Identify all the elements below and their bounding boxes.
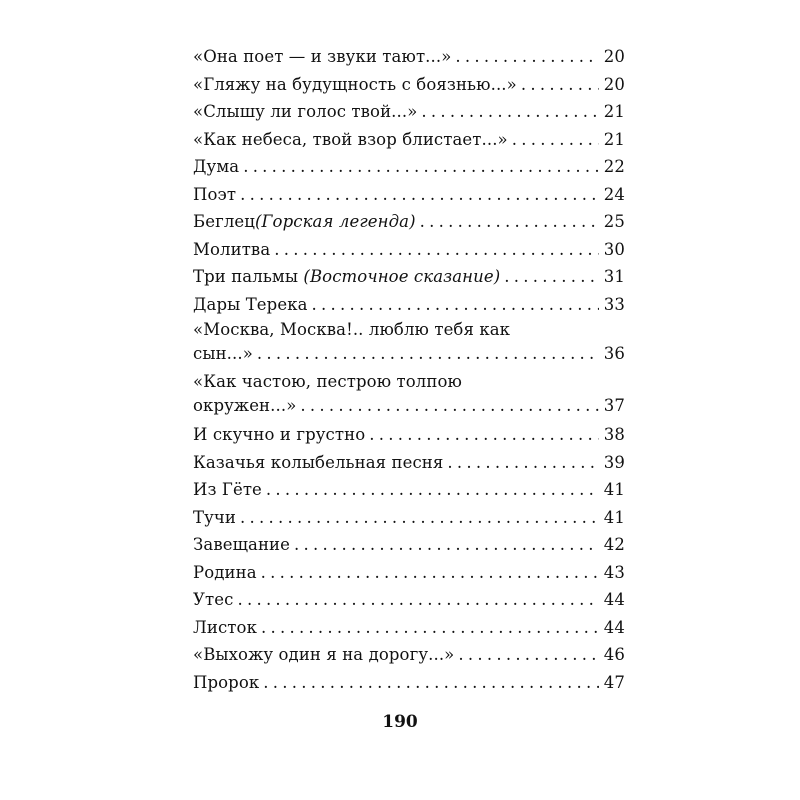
toc-entry <box>193 421 625 449</box>
toc-entry-title: Молитва <box>193 239 271 259</box>
toc-entry-page: 31 <box>603 267 625 286</box>
toc-entry <box>193 370 625 422</box>
dot-leader <box>266 476 599 504</box>
toc-entry-title: Пророк <box>193 672 260 692</box>
dot-leader <box>369 421 599 449</box>
toc-entry <box>193 43 625 71</box>
toc-entry-page: 41 <box>603 480 625 499</box>
toc-entry-title: «Она поет — и звуки тают...» <box>193 47 452 66</box>
toc-entry-page: 36 <box>603 344 625 363</box>
dot-leader <box>504 263 599 291</box>
toc-entry-page: 43 <box>603 562 625 582</box>
dot-leader <box>237 586 599 614</box>
toc-entry-title: «Слышу ли голос твой...» <box>193 102 418 121</box>
toc-entry-title: Из Гёте <box>193 480 262 499</box>
toc-entry <box>193 641 625 669</box>
dot-leader <box>263 669 599 697</box>
toc-entry-subtitle: (Горская легенда) <box>255 212 416 231</box>
toc-entry <box>193 181 625 209</box>
dot-leader <box>257 342 599 366</box>
toc-entry-title: Листок <box>193 617 257 637</box>
toc-entry-page: 37 <box>603 395 625 415</box>
toc-entry-title: Утес <box>193 590 234 609</box>
toc-entry <box>193 504 625 532</box>
toc-entry-title <box>193 208 416 236</box>
toc-entry-page: 42 <box>603 535 625 554</box>
toc-entry-page: 46 <box>603 645 625 664</box>
toc-entry-title: «Как небеса, твой взор блистает...» <box>193 129 508 149</box>
toc-entry-title-line2: окружен...» <box>193 395 297 415</box>
toc-entry-page: 30 <box>603 239 625 259</box>
dot-leader <box>458 641 599 669</box>
toc-entry-page: 33 <box>603 294 625 314</box>
toc-entry-page: 38 <box>603 425 625 444</box>
toc-entry <box>193 559 625 587</box>
toc-entry-page: 22 <box>603 157 625 176</box>
toc-entry <box>193 263 625 291</box>
toc-entry-page: 39 <box>603 452 625 472</box>
dot-leader <box>300 394 599 418</box>
page-number: 190 <box>382 712 418 732</box>
toc-entry-page: 44 <box>603 617 625 637</box>
toc-entry-title: Завещание <box>193 535 291 554</box>
dot-leader <box>447 449 599 477</box>
dot-leader <box>521 71 599 99</box>
toc-entry <box>193 318 625 370</box>
dot-leader <box>421 98 599 126</box>
toc-entry-main-title: Три пальмы <box>193 267 304 286</box>
toc-entry-title-line1: «Как частою, пестрою толпою <box>193 371 462 391</box>
toc-entry-title: Тучи <box>193 507 237 527</box>
toc-entry <box>193 669 625 697</box>
toc-entry <box>193 126 625 154</box>
toc-entry-title-line1: «Москва, Москва!.. люблю тебя как <box>193 320 511 339</box>
toc-entry <box>193 71 625 99</box>
toc-entry <box>193 153 625 181</box>
toc-entry-title: «Выхожу один я на дорогу...» <box>193 645 455 664</box>
dot-leader <box>261 614 599 642</box>
table-of-contents <box>193 43 625 696</box>
toc-entry <box>193 208 625 236</box>
toc-entry-title: Дума <box>193 157 240 176</box>
toc-entry <box>193 586 625 614</box>
toc-entry-page: 21 <box>603 102 625 121</box>
toc-entry <box>193 449 625 477</box>
toc-entry <box>193 98 625 126</box>
toc-entry <box>193 614 625 642</box>
toc-entry-page: 21 <box>603 129 625 149</box>
toc-entry <box>193 531 625 559</box>
toc-entry-page: 24 <box>603 184 625 204</box>
dot-leader <box>512 126 599 154</box>
toc-entry <box>193 476 625 504</box>
toc-entry-title-line2: сын...» <box>193 344 253 363</box>
toc-entry-title: Поэт <box>193 184 237 204</box>
dot-leader <box>455 43 599 71</box>
toc-entry <box>193 291 625 319</box>
dot-leader <box>312 291 599 319</box>
toc-entry-page: 20 <box>603 74 625 94</box>
toc-entry-page: 20 <box>603 47 625 66</box>
dot-leader <box>240 181 599 209</box>
dot-leader <box>243 153 599 181</box>
toc-entry-title: «Гляжу на будущность с боязнью...» <box>193 74 517 94</box>
toc-entry-title <box>193 263 500 291</box>
toc-entry-page: 47 <box>603 672 625 692</box>
toc-entry-title: Родина <box>193 562 257 582</box>
toc-entry-title: Казачья колыбельная песня <box>193 452 444 472</box>
dot-leader <box>420 208 599 236</box>
toc-entry <box>193 236 625 264</box>
toc-entry-subtitle: (Восточное сказание) <box>303 267 501 286</box>
toc-entry-title: Дары Терека <box>193 294 308 314</box>
toc-entry-page: 25 <box>603 212 625 231</box>
dot-leader <box>261 559 599 587</box>
toc-entry-main-title: Беглец <box>193 212 255 231</box>
dot-leader <box>240 504 599 532</box>
toc-entry-page: 41 <box>603 507 625 527</box>
toc-entry-page: 44 <box>603 590 625 609</box>
dot-leader <box>294 531 599 559</box>
toc-entry-title: И скучно и грустно <box>193 425 366 444</box>
dot-leader <box>274 236 599 264</box>
